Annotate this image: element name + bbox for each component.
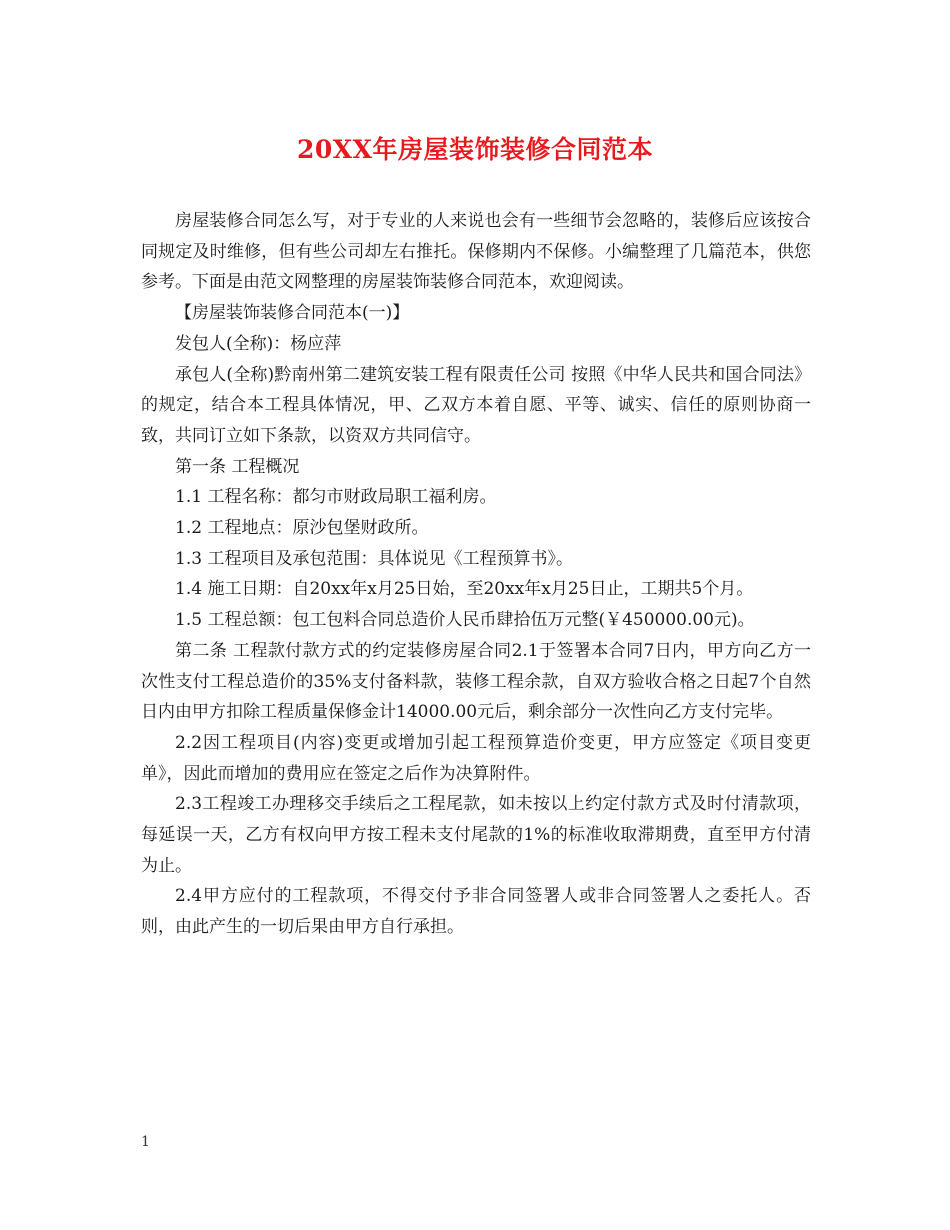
clause-2-4: 2.4甲方应付的工程款项，不得交付予非合同签署人或非合同签署人之委托人。否则，由此产生的一切后果由甲方自行承担。 xyxy=(141,886,811,938)
clause-1-4: 1.4 施工日期：自20xx年x月25日始，至20xx年x月25日止，工期共5个月。 xyxy=(175,579,754,600)
article-heading-one: 第一条 工程概况 xyxy=(175,456,300,477)
paragraph-contractor: 承包人(全称)黔南州第二建筑安装工程有限责任公司 按照《中华人民共和国合同法》的规定，结合本工程具体情况，甲、乙双方本着自愿、平等、诚实、信任的原则协商一致，共同订立如下条款，以资双方共同信守。 xyxy=(141,364,811,446)
clause-2-2: 2.2因工程项目(内容)变更或增加引起工程预算造价变更，甲方应签定《项目变更单》，因此而增加的费用应在签定之后作为决算附件。 xyxy=(141,732,811,784)
section-heading-contract-one: 【房屋装饰装修合同范本(一)】 xyxy=(175,303,410,324)
article-two-clause-2-1: 第二条 工程款付款方式的约定装修房屋合同2.1于签署本合同7日内，甲方向乙方一次性支付工程总造价的35%支付备料款，装修工程余款，自双方验收合格之日起7个自然日内由甲方扣除工程质量保修金计14000.00元后，剩余部分一次性向乙方支付完毕。 xyxy=(141,640,811,723)
paragraph-employer: 发包人(全称)：杨应萍 xyxy=(175,333,342,354)
document-body xyxy=(141,206,811,943)
document-title: 20XX年房屋装饰装修合同范本 xyxy=(296,135,654,164)
paragraph-intro: 房屋装修合同怎么写，对于专业的人来说也会有一些细节会忽略的，装修后应该按合同规定及时维修，但有些公司却左右推托。保修期内不保修。小编整理了几篇范本，供您参考。下面是由范文网整理的房屋装饰装修合同范本，欢迎阅读。 xyxy=(141,211,811,293)
clause-2-3: 2.3工程竣工办理移交手续后之工程尾款，如未按以上约定付款方式及时付清款项，每延误一天，乙方有权向甲方按工程未支付尾款的1%的标准收取滞期费，直至甲方付清为止。 xyxy=(141,794,811,876)
clause-1-5: 1.5 工程总额：包工包料合同总造价人民币肆拾伍万元整(￥450000.00元)。 xyxy=(175,610,755,631)
clause-1-3: 1.3 工程项目及承包范围：具体说见《工程预算书》。 xyxy=(175,548,573,569)
clause-1-1: 1.1 工程名称：都匀市财政局职工福利房。 xyxy=(175,487,497,508)
clause-1-2: 1.2 工程地点：原沙包堡财政所。 xyxy=(175,518,429,539)
page-number: 1 xyxy=(141,1134,150,1150)
